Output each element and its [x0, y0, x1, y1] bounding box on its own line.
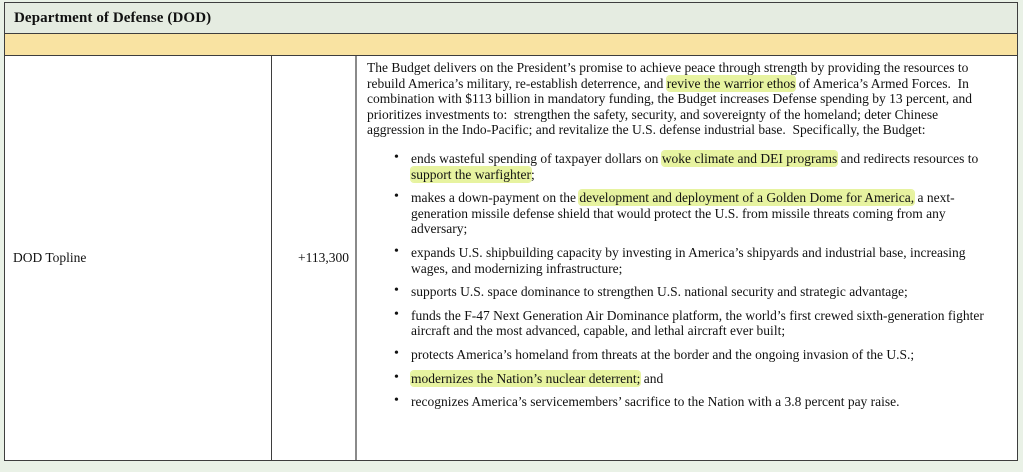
text-segment: The Budget delivers on the President’s promise to achieve peace through strength by providing the resources to rebuild America’s military, re-establish deterrence, and — [367, 60, 972, 91]
budget-table — [4, 2, 1018, 461]
amount-value: +113,300 — [298, 250, 349, 265]
bullet-item — [367, 284, 1003, 300]
text-segment: funds the F-47 Next Generation Air Dominance platform, the world’s first crewed sixth-generation fighter aircraft and the most advanced, capable, and lethal aircraft ever built; — [411, 307, 988, 339]
dod-topline-row — [5, 56, 1017, 460]
bullet-item — [367, 151, 1003, 182]
bullet-item — [367, 190, 1003, 237]
intro-paragraph — [367, 60, 1003, 138]
highlighted-text: support the warfighter — [411, 166, 531, 182]
bullet-item — [367, 245, 1003, 276]
text-segment: recognizes America’s servicemembers’ sacrifice to the Nation with a 3.8 percent pay raise. — [411, 394, 900, 410]
text-segment: supports U.S. space dominance to strengthen U.S. national security and strategic advantage; — [411, 284, 908, 300]
row-label-cell — [5, 56, 272, 460]
description-cell — [357, 56, 1017, 460]
text-segment: ; — [530, 166, 535, 182]
text-segment: makes a down-payment on the — [411, 190, 580, 206]
text-segment: expands U.S. shipbuilding capacity by investing in America’s shipyards and industrial base, increasing wages, and modernizing infrastructure; — [411, 244, 969, 276]
text-segment: a next-generation missile defense shield that would protect the U.S. from missile threats coming from any adversary; — [411, 190, 955, 237]
highlighted-text: woke climate and DEI programs — [661, 150, 838, 166]
department-header-label: Department of Defense (DOD) — [14, 9, 212, 26]
highlighted-text: development and deployment of a Golden Dome for America, — [579, 190, 915, 206]
separator-band-row — [5, 34, 1017, 56]
bullet-item — [367, 371, 1003, 387]
highlighted-text: modernizes the Nation’s nuclear deterrent; — [411, 370, 641, 386]
text-segment: ends wasteful spending of taxpayer dollars on — [411, 150, 662, 166]
row-label: DOD Topline — [13, 250, 87, 265]
bullet-list — [367, 151, 1003, 410]
table-header-row — [5, 3, 1017, 34]
text-segment: and — [640, 370, 664, 386]
bullet-item — [367, 394, 1003, 410]
amount-cell — [272, 56, 357, 460]
bullet-item — [367, 308, 1003, 339]
text-segment: of America’s Armed Forces. In combination with $113 billion in mandatory funding, the Budget increases Defense spending by 13 percent, and prioritizes investments to: strengthen the safety, security, and sovereignty of the homeland; deter Chinese aggression in the Indo-Pacific; and revitalize the U.S. defense industrial base. Specifically, the Budget: — [367, 75, 976, 138]
bullet-item — [367, 347, 1003, 363]
text-segment: and redirects resources to — [837, 150, 982, 166]
text-segment: protects America’s homeland from threats at the border and the ongoing invasion of the U.S.; — [411, 346, 915, 362]
highlighted-text: revive the warrior ethos — [666, 75, 796, 91]
